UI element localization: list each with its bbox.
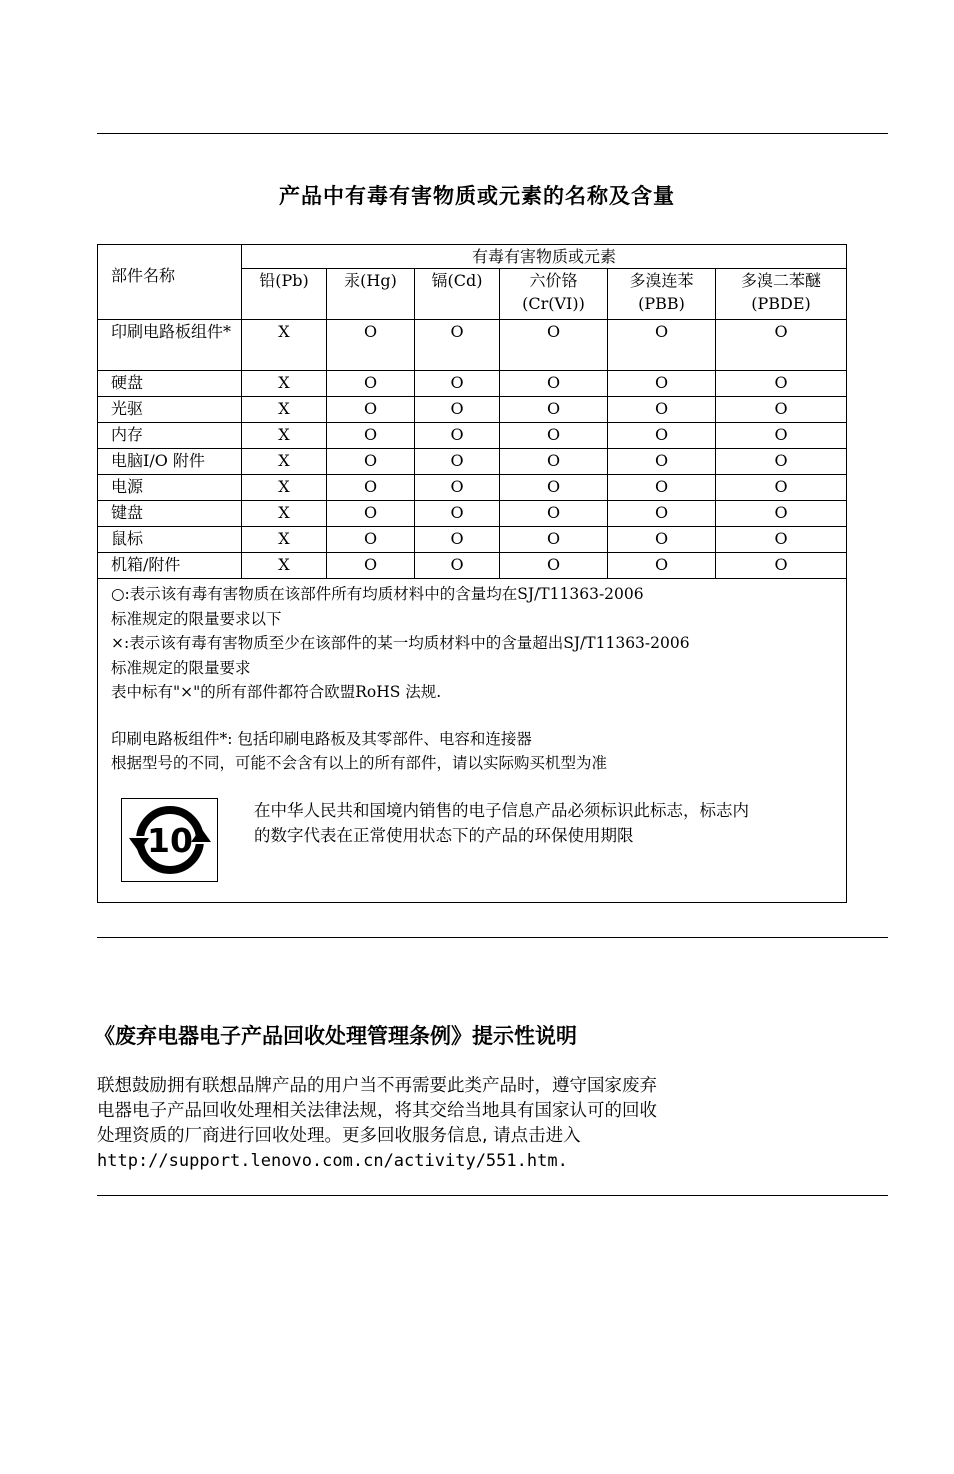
substance-value-cell: O [327,475,415,501]
substance-value-cell: O [415,397,500,423]
substance-value-cell: O [327,371,415,397]
arrow-down-icon [129,838,149,852]
substance-value-cell: X [242,397,327,423]
column-header-name: 多溴连苯 [629,271,694,290]
substance-value-cell: O [500,475,608,501]
part-name-cell: 机箱/附件 [98,553,242,579]
substance-value-cell: O [327,320,415,371]
part-name-cell: 内存 [98,423,242,449]
top-rule [97,133,888,134]
substance-value-cell: O [608,449,716,475]
column-header-name: 多溴二苯醚 [741,271,822,290]
table-row [98,501,847,527]
substance-value-cell: O [716,475,847,501]
substance-value-cell: O [500,397,608,423]
substance-value-cell: O [415,553,500,579]
substance-value-cell: O [608,475,716,501]
recycling-title: 《废弃电器电子产品回收处理管理条例》提示性说明 [94,1024,577,1048]
substance-value-cell: O [500,371,608,397]
column-header [608,269,716,320]
column-header-name: 六价铬 [529,271,578,290]
substance-value-cell: O [608,527,716,553]
note-model: 根据型号的不同，可能不会含有以上的所有部件，请以实际购买机型为准 [111,754,608,772]
note-x-line: ×:表示该有毒有害物质至少在该部件的某一均质材料中的含量超出SJ/T11363-2006 [111,634,690,652]
column-header [242,269,327,320]
bottom-rule [97,1195,888,1196]
part-name-cell: 光驱 [98,397,242,423]
substance-value-cell: O [716,371,847,397]
recycling-line-1: 联想鼓励拥有联想品牌产品的用户当不再需要此类产品时，遵守国家废弃 [97,1076,657,1096]
part-name-cell: 键盘 [98,501,242,527]
substance-value-cell: X [242,320,327,371]
substance-value-cell: X [242,501,327,527]
column-header [716,269,847,320]
substance-value-cell: O [716,527,847,553]
table-row [98,527,847,553]
substance-value-cell: X [242,553,327,579]
note-spacer [111,705,836,727]
table-row [98,475,847,501]
note-o-line: 标准规定的限量要求以下 [111,609,282,628]
column-header-symbol: (PBB) [638,294,685,313]
note-o-line: ○:表示该有毒有害物质在该部件所有均质材料中的含量均在SJ/T11363-2006 [111,585,644,603]
table-title: 产品中有毒有害物质或元素的名称及含量 [279,184,675,208]
part-name-cell: 电源 [98,475,242,501]
part-name-cell: 鼠标 [98,527,242,553]
substance-value-cell: O [415,475,500,501]
column-header [415,269,500,320]
substance-value-cell: O [716,553,847,579]
part-name-cell: 印刷电路板组件* [98,320,242,371]
note-pcb: 印刷电路板组件*: 包括印刷电路板及其零部件、电容和连接器 [111,729,532,748]
note-rohs: 表中标有"×"的所有部件都符合欧盟RoHS 法规. [111,683,442,701]
substance-value-cell: O [608,553,716,579]
substance-value-cell: O [327,397,415,423]
substance-value-cell: O [415,501,500,527]
substance-value-cell: O [500,527,608,553]
column-header-name: 铅(Pb) [259,271,309,290]
part-name-cell: 硬盘 [98,371,242,397]
substance-value-cell: O [415,449,500,475]
table-row [98,371,847,397]
logo-description [254,798,834,848]
substance-value-cell: O [327,449,415,475]
substance-value-cell: O [608,320,716,371]
substance-value-cell: O [415,320,500,371]
epup-logo-section [111,798,836,882]
section-rule [97,937,888,938]
substance-value-cell: O [500,449,608,475]
part-name-cell: 电脑I/O 附件 [98,449,242,475]
substance-value-cell: O [716,423,847,449]
recycle-circle-icon [127,800,213,880]
table-row [98,397,847,423]
column-header-name: 镉(Cd) [431,271,483,290]
column-header-symbol: (Cr(VI)) [522,294,585,313]
hazardous-substances-table [97,244,847,903]
substance-value-cell: X [242,423,327,449]
substance-value-cell: O [327,527,415,553]
substance-value-cell: X [242,449,327,475]
column-header-name: 汞(Hg) [344,271,397,290]
epup-10-logo-icon [121,798,218,882]
recycling-line-2: 电器电子产品回收处理相关法律法规，将其交给当地具有国家认可的回收 [97,1101,657,1121]
substance-group-header: 有毒有害物质或元素 [242,245,847,269]
logo-description-line: 的数字代表在正常使用状态下的产品的环保使用期限 [254,825,634,845]
substance-value-cell: O [716,320,847,371]
substance-value-cell: O [500,501,608,527]
recycling-paragraph [97,1074,817,1174]
substance-value-cell: O [500,423,608,449]
table-row [98,423,847,449]
substance-value-cell: O [716,397,847,423]
note-x-line: 标准规定的限量要求 [111,658,251,677]
recycling-line-3: 处理资质的厂商进行回收处理。更多回收服务信息, 请点击进入 [97,1126,581,1146]
column-header-symbol: (PBDE) [751,294,811,313]
notes-row [98,579,847,903]
substance-value-cell: O [608,423,716,449]
logo-number: 10 [146,820,193,860]
substance-value-cell: O [327,423,415,449]
substance-value-cell: O [608,501,716,527]
logo-description-line: 在中华人民共和国境内销售的电子信息产品必须标识此标志，标志内 [254,800,749,820]
arrow-up-icon [191,828,211,842]
substance-value-cell: O [716,449,847,475]
table-row [98,320,847,371]
substance-value-cell: O [327,501,415,527]
column-header [327,269,415,320]
substance-value-cell: O [500,553,608,579]
substance-value-cell: O [415,527,500,553]
substance-value-cell: O [415,371,500,397]
part-name-header: 部件名称 [98,245,242,320]
table-row [98,553,847,579]
recycling-url-link[interactable]: http://support.lenovo.com.cn/activity/551.htm. [97,1151,568,1171]
substance-value-cell: O [500,320,608,371]
substance-value-cell: O [716,501,847,527]
substance-value-cell: O [415,423,500,449]
table-row [98,449,847,475]
column-header [500,269,608,320]
substance-value-cell: O [608,371,716,397]
substance-value-cell: O [327,553,415,579]
substance-value-cell: O [608,397,716,423]
substance-value-cell: X [242,475,327,501]
table-notes [98,579,847,903]
substance-value-cell: X [242,527,327,553]
substance-value-cell: X [242,371,327,397]
